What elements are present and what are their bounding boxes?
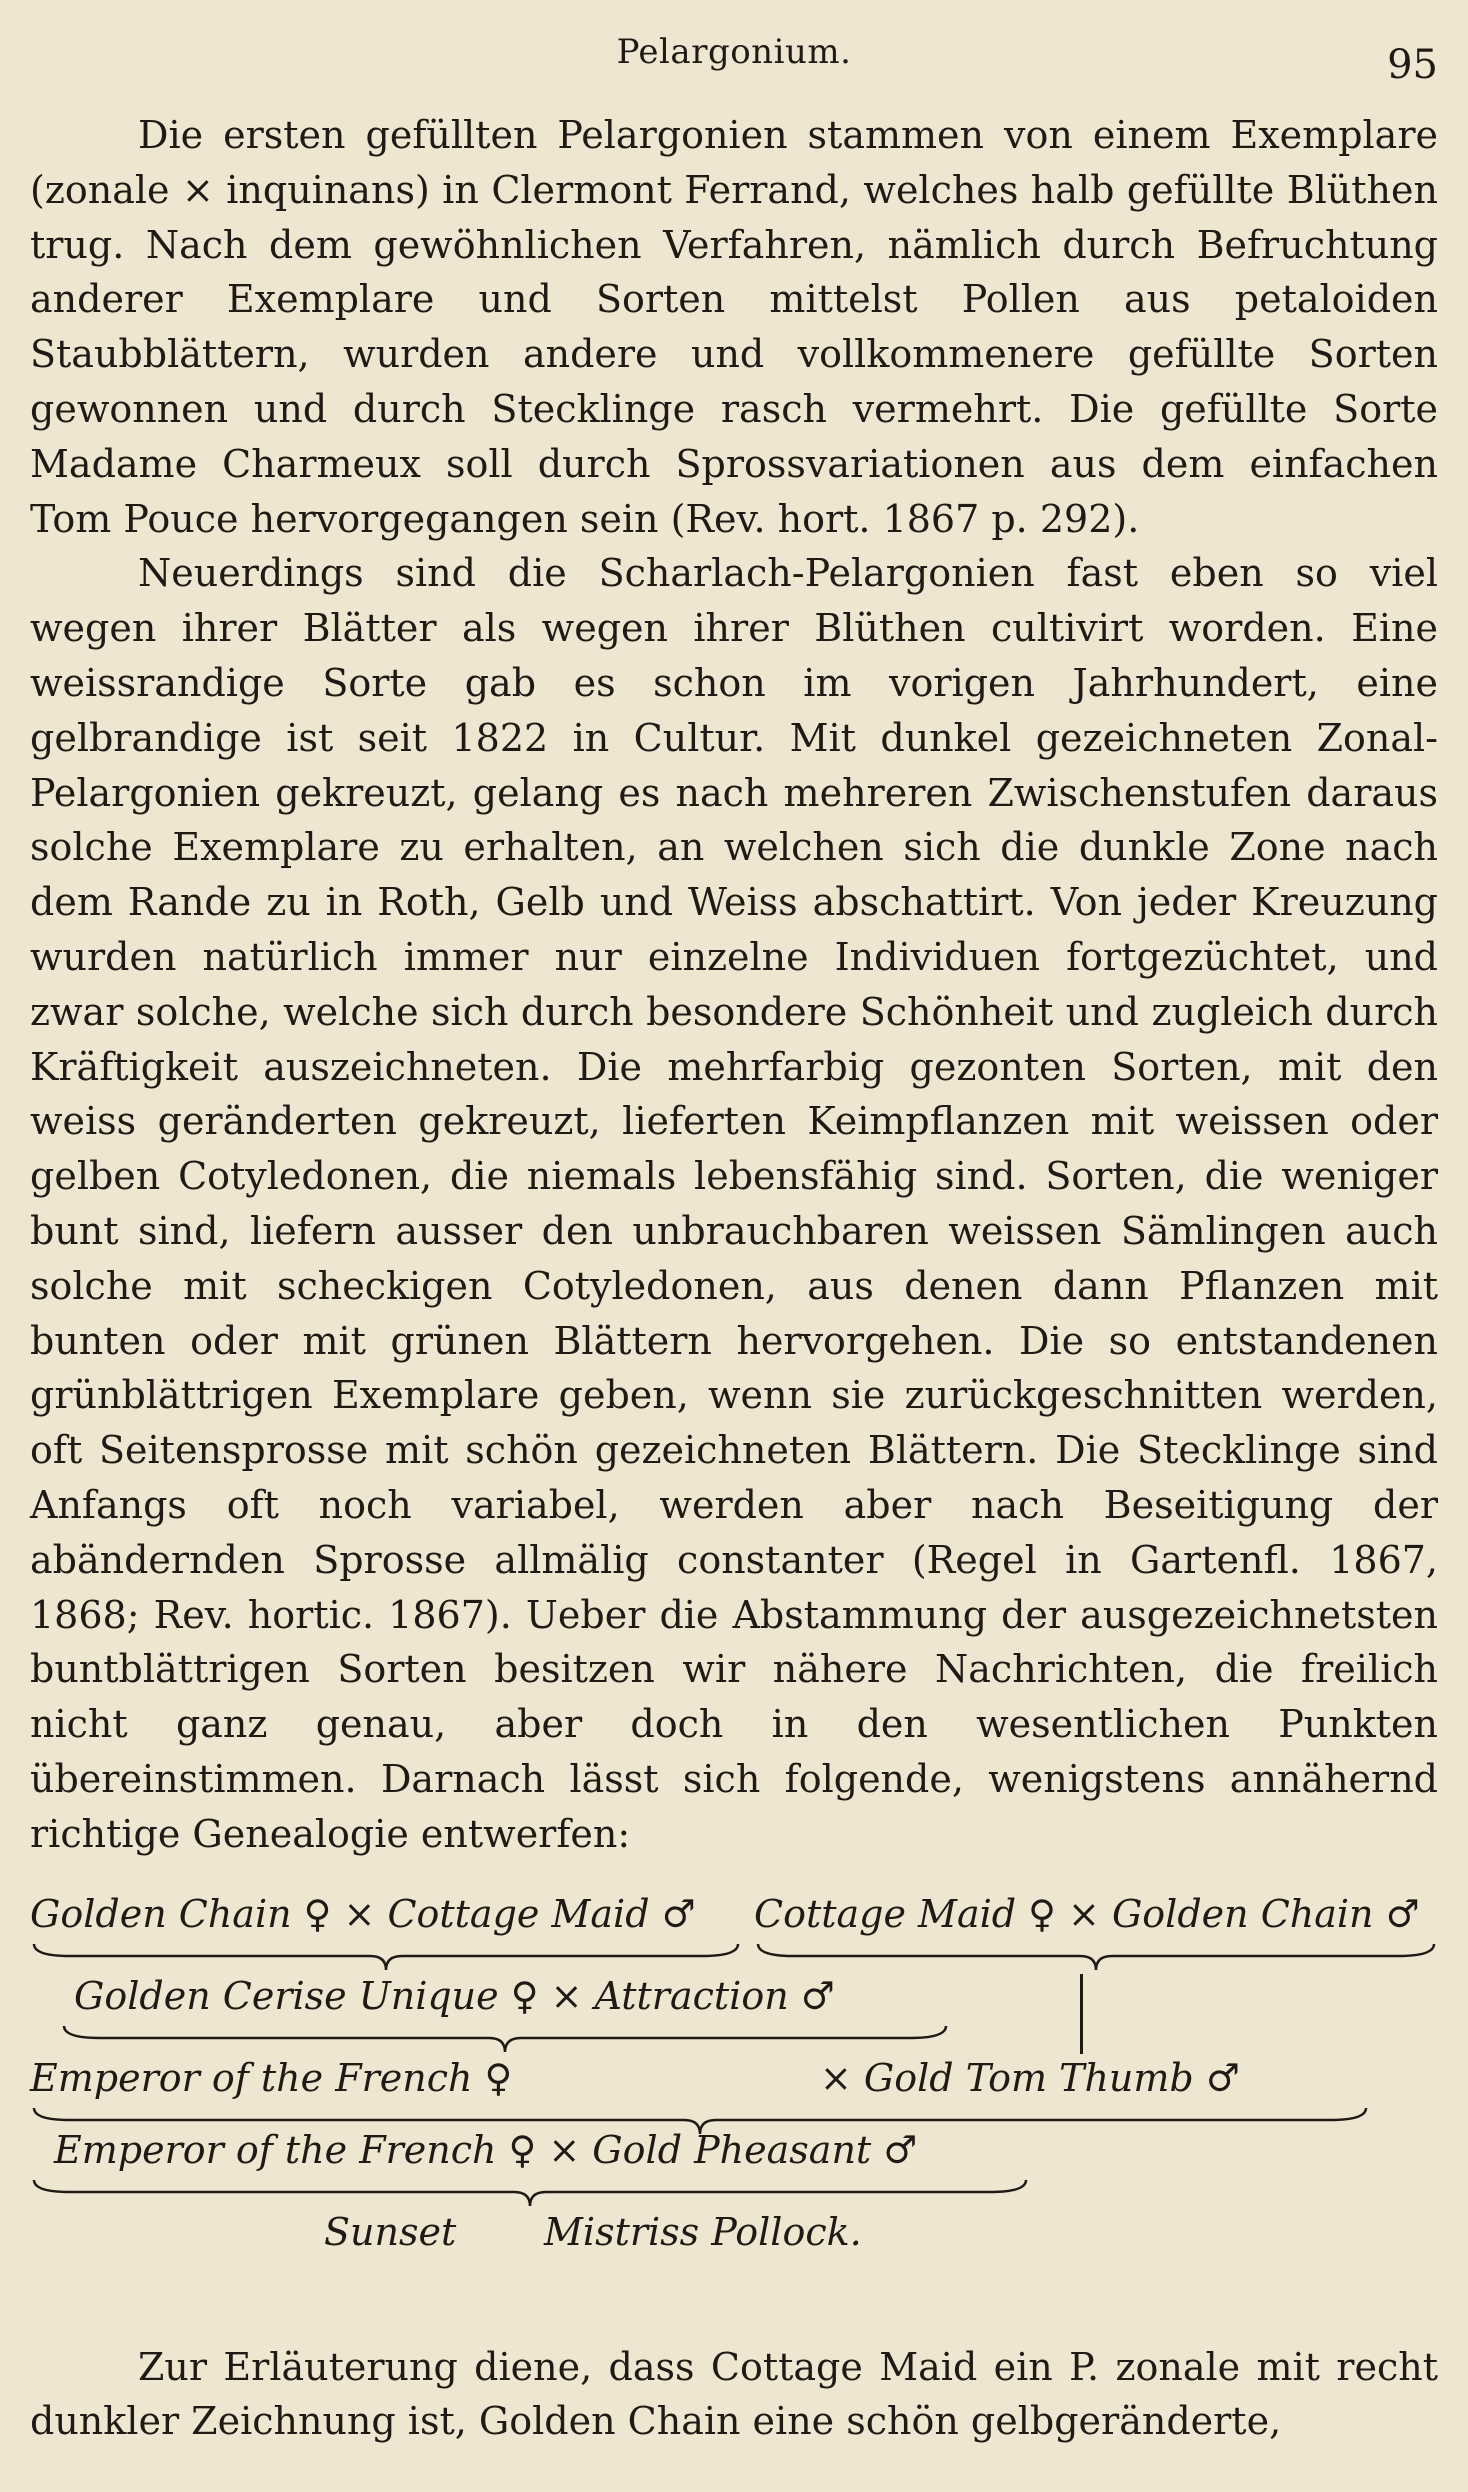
page-header [30,28,1438,88]
genealogy-cross-1: Golden Chain ♀ × Cottage Maid ♂ [30,1891,696,1936]
running-title: Pelargonium. [616,32,852,72]
brace-3 [60,2024,950,2054]
descent-line [1080,1974,1083,2054]
genealogy-cross-4: × Gold Tom Thumb ♂ [820,2055,1240,2100]
genealogy-cross-3: Golden Cerise Unique ♀ × Attraction ♂ [74,1973,835,2018]
genealogy-cross-2: Cottage Maid ♀ × Golden Chain ♂ [754,1891,1420,1936]
brace-1 [30,1942,742,1972]
paragraph-3: Zur Erläuterung diene, dass Cottage Maid ein P. zonale mit recht dunkler Zeichnung ist, Golden Chain eine schön gelbgeränderte, [30,2344,1438,2444]
page-number: 95 [1387,42,1438,88]
paragraph-1: Die ersten gefüllten Pelargonien stammen von einem Exemplare (zonale × inquinans) in Clermont Ferrand, welches halb gefüllte Blüthen trug. Nach dem gewöhnlichen Verfahren, nämlich durch Befruchtung anderer Exemplare und Sorten mittelst Pollen aus petaloiden Staubblättern, wurden andere und vollkommenere gefüllte Sorten gewonnen und durch Stecklinge rasch vermehrt. Die gefüllte Sorte Madame Charmeux soll durch Sprossvariationen aus dem einfachen Tom Pouce hervorgegangen sein (Rev. hort. 1867 p. 292). [30,113,1438,541]
page-body [30,108,1438,2449]
genealogy-cross-5: Emperor of the French ♀ × Gold Pheasant ♂ [54,2127,918,2172]
genealogy-diagram [30,1892,1438,2288]
genealogy-result-pollock: Mistriss Pollock. [544,2209,862,2254]
genealogy-result-sunset: Sunset [324,2209,457,2254]
brace-2 [754,1942,1438,1972]
brace-5 [30,2178,1030,2208]
paragraph-2: Neuerdings sind die Scharlach-Pelargonien fast eben so viel wegen ihrer Blätter als wegen ihrer Blüthen cultivirt worden. Eine weissrandige Sorte gab es schon im vorigen Jahrhundert, eine gelbrandige ist seit 1822 in Cultur. Mit dunkel gezeichneten Zonal-Pelargonien gekreuzt, gelang es nach mehreren Zwischenstufen daraus solche Exemplare zu erhalten, an welchen sich die dunkle Zone nach dem Rande zu in Roth, Gelb und Weiss abschattirt. Von jeder Kreuzung wurden natürlich immer nur einzelne Individuen fortgezüchtet, und zwar solche, welche sich durch besondere Schönheit und zugleich durch Kräftigkeit auszeichneten. Die mehrfarbig gezonten Sorten, mit den weiss geränderten gekreuzt, lieferten Keimpflanzen mit weissen oder gelben Cotyledonen, die niemals lebensfähig sind. Sorten, die weniger bunt sind, liefern ausser den unbrauchbaren weissen Sämlingen auch solche mit scheckigen Cotyledonen, aus denen dann Pflanzen mit bunten oder mit grünen Blättern hervorgehen. Die so entstandenen grünblättrigen Exemplare geben, wenn sie zurückgeschnitten werden, oft Seitensprosse mit schön gezeichneten Blättern. Die Stecklinge sind Anfangs oft noch variabel, werden aber nach Beseitigung der abändernden Sprosse allmälig constanter (Regel in Gartenfl. 1867, 1868; Rev. hortic. 1867). Ueber die Abstammung der ausgezeichnetsten buntblättrigen Sorten besitzen wir nähere Nachrichten, die freilich nicht ganz genau, aber doch in den wesentlichen Punkten übereinstimmen. Darnach lässt sich folgende, wenigstens annähernd richtige Genealogie entwerfen: [30,551,1438,1856]
genealogy-parent-emperor: Emperor of the French ♀ [30,2055,513,2100]
